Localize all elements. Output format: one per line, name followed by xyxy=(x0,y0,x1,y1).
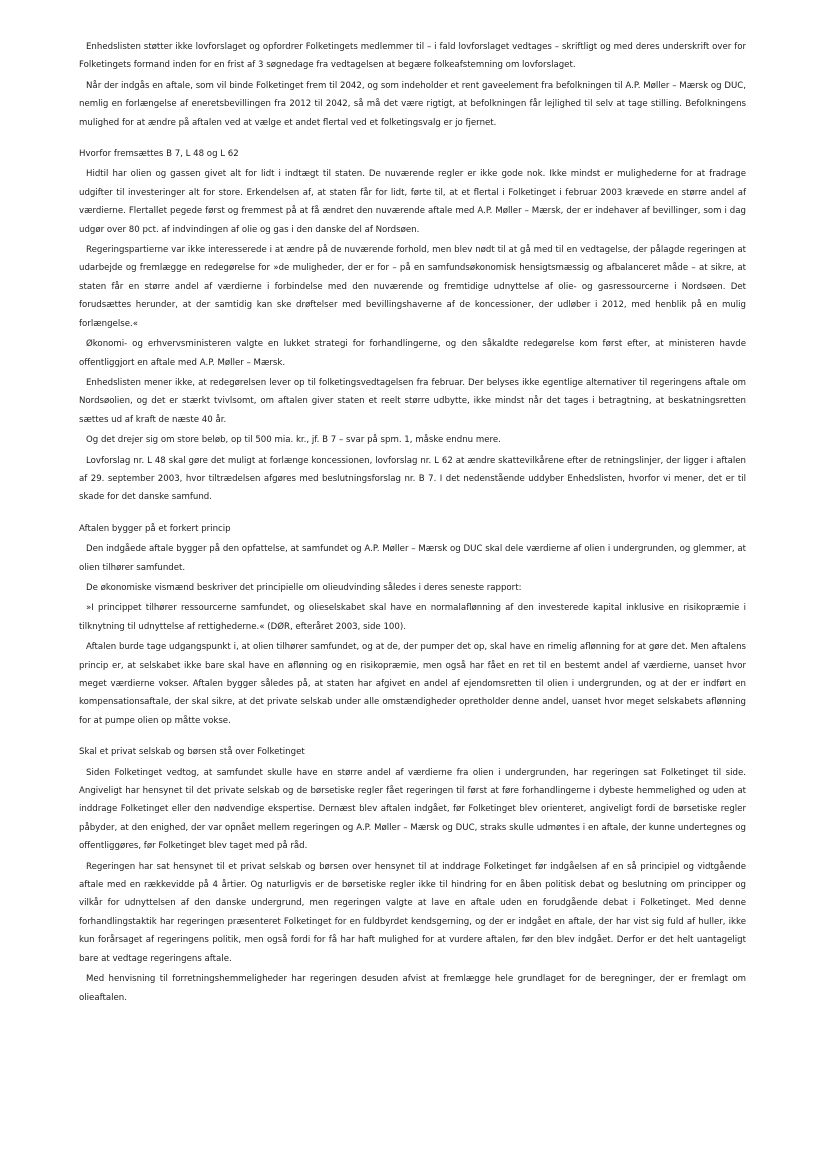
document-page xyxy=(79,38,746,1009)
paragraph: Enhedslisten mener ikke, at redegørelsen lever op til folketingsvedtagelsen fra februar. Der belyses ikke egentlige alternativer til regeringens aftale om Nordsøolien, og det er stærkt tvivlsomt, om aftalen giver staten et reelt større udbytte, ikke mindst når det tages i betragtning, at beskatningsretten sættes ud af kraft de næste 40 år. xyxy=(79,377,746,425)
paragraph: Med henvisning til forretningshemmeligheder har regeringen desuden afvist at fremlægge hele grundlaget for de beregninger, der er fremlagt om olieaftalen. xyxy=(79,974,746,1003)
section-heading: Aftalen bygger på et forkert princip xyxy=(79,523,231,534)
paragraph: Regeringen har sat hensynet til et privat selskab og børsen over hensynet til at inddrage Folketinget før indgåelsen af en så principiel og vidtgående aftale med en rækkevidde på 4 årtier. Og naturligvis er de børsetiske regler ikke til hindring for en åben politisk debat og beslutning om principper og vilkår for udnyttelsen af den danske undergrund, men regeringen valgte at lave en aftale uden en forudgående debat i Folketinget. Med denne forhandlingstaktik har regeringen præsenteret Folketinget for en fuldbyrdet kendsgerning, og der er indgået en aftale, der har vist sig fuld af huller, ikke kun forårsaget af regeringens politik, men også fordi for få har haft mulighed for at vurdere aftalen, før den blev indgået. Derfor er det helt uantageligt bare at vedtage regeringens aftale. xyxy=(79,861,746,964)
section-heading: Skal et privat selskab og børsen stå over Folketinget xyxy=(79,747,305,758)
paragraph: Aftalen burde tage udgangspunkt i, at olien tilhører samfundet, og at de, der pumper det op, skal have en rimelig aflønning for at gøre det. Men aftalens princip er, at selskabet ikke bare skal have en aflønning og en risikopræmie, men også har fået en ret til en bestemt andel af værdierne, uanset hvor meget værdierne vokser. Aftalen bygger således på, at staten har afgivet en andel af ejendomsretten til olien i undergrunden, og at der er indført en kompensationsaftale, der skal sikre, at det private selskab under alle omstændigheder opretholder denne andel, uanset hvor meget selskabets aflønning for at pumpe olien op måtte vokse. xyxy=(79,642,746,726)
paragraph: Økonomi- og erhvervsministeren valgte en lukket strategi for forhandlingerne, og den såkaldte redegørelse kom først efter, at ministeren havde offentliggjort en aftale med A.P. Møller – Mærsk. xyxy=(79,339,746,368)
paragraph: Når der indgås en aftale, som vil binde Folketinget frem til 2042, og som indeholder et rent gaveelement fra befolkningen til A.P. Møller – Mærsk og DUC, nemlig en forlængelse af eneretsbevillingen fra 2012 til 2042, så må det være rigtigt, at befolkningen får lejlighed til selv at tage stilling. Befolkningens mulighed for at ændre på aftalen ved at vælge et andet flertal ved et folketingsvalg er jo fjernet. xyxy=(79,80,746,128)
paragraph: De økonomiske vismænd beskriver det principielle om olieudvinding således i deres seneste rapport: xyxy=(86,582,522,593)
paragraph: Hidtil har olien og gassen givet alt for lidt i indtægt til staten. De nuværende regler er ikke gode nok. Ikke mindst er mulighederne for at fradrage udgifter til investeringer alt for store. Erkendelsen af, at staten får for lidt, førte til, at et flertal i Folketinget i februar 2003 krævede en større andel af værdierne. Flertallet pegede først og fremmest på at få ændret den nuværende aftale med A.P. Møller – Mærsk, der er indehaver af bevillinger, som i dag udgør over 80 pct. af indvindingen af olie og gas i den danske del af Nordsøen. xyxy=(79,169,746,235)
paragraph: Regeringspartierne var ikke interesserede i at ændre på de nuværende forhold, men blev nødt til at gå med til en vedtagelse, der pålagde regeringen at udarbejde og fremlægge en redegørelse for »de muligheder, der er for – på en samfundsøkonomisk hensigtsmæssig og afbalanceret måde – at sikre, at staten får en større andel af værdierne i forbindelse med den nuværende og fremtidige udnyttelse af olie- og gasressourcerne i Nordsøen. Det forudsættes herunder, at der samtidig kan ske drøftelser med bevillingshaverne af de koncessioner, der udløber i 2012, med henblik på en mulig forlængelse.« xyxy=(79,245,746,329)
paragraph: Enhedslisten støtter ikke lovforslaget og opfordrer Folketingets medlemmer til – i fald lovforslaget vedtages – skriftligt og med deres underskrift over for Folketingets formand inden for en frist af 3 søgnedage fra vedtagelsen at begære folkeafstemning om lovforslaget. xyxy=(79,42,746,71)
paragraph: Siden Folketinget vedtog, at samfundet skulle have en større andel af værdierne fra olien i undergrunden, har regeringen sat Folketinget til side. Angiveligt har hensynet til det private selskab og de børsetiske regler fået regeringen til først at føre forhandlingerne i dybeste hemmelighed og uden at inddrage Folketinget eller den nødvendige ekspertise. Dernæst blev aftalen indgået, før Folketinget blev orienteret, angiveligt fordi de børsetiske regler påbyder, at den enighed, der var opnået mellem regeringen og A.P. Møller – Mærsk og DUC, straks skulle udmøntes i en aftale, der kunne undertegnes og offentliggøres, før Folketinget blev taget med på råd. xyxy=(79,767,746,852)
section-heading: Hvorfor fremsættes B 7, L 48 og L 62 xyxy=(79,149,239,160)
paragraph: Den indgåede aftale bygger på den opfattelse, at samfundet og A.P. Møller – Mærsk og DUC skal dele værdierne af olien i undergrunden, og glemmer, at olien tilhører samfundet. xyxy=(79,544,746,573)
paragraph: Lovforslag nr. L 48 skal gøre det muligt at forlænge koncessionen, lovforslag nr. L 62 at ændre skattevilkårene efter de retningslinjer, der ligger i aftalen af 29. september 2003, hvor tiltrædelsen afgøres med beslutningsforslag nr. B 7. I det nedenstående uddyber Enhedslisten, hvorfor vi mener, det er til skade for det danske samfund. xyxy=(79,455,746,503)
quote-paragraph: »I princippet tilhører ressourcerne samfundet, og olieselskabet skal have en normalaflønning af den investerede kapital inklusive en risikopræmie i tilknytning til udnyttelse af rettighederne.« (DØR, efteråret 2003, side 100). xyxy=(79,603,746,632)
paragraph: Og det drejer sig om store beløb, op til 500 mia. kr., jf. B 7 – svar på spm. 1, måske endnu mere. xyxy=(86,435,501,446)
